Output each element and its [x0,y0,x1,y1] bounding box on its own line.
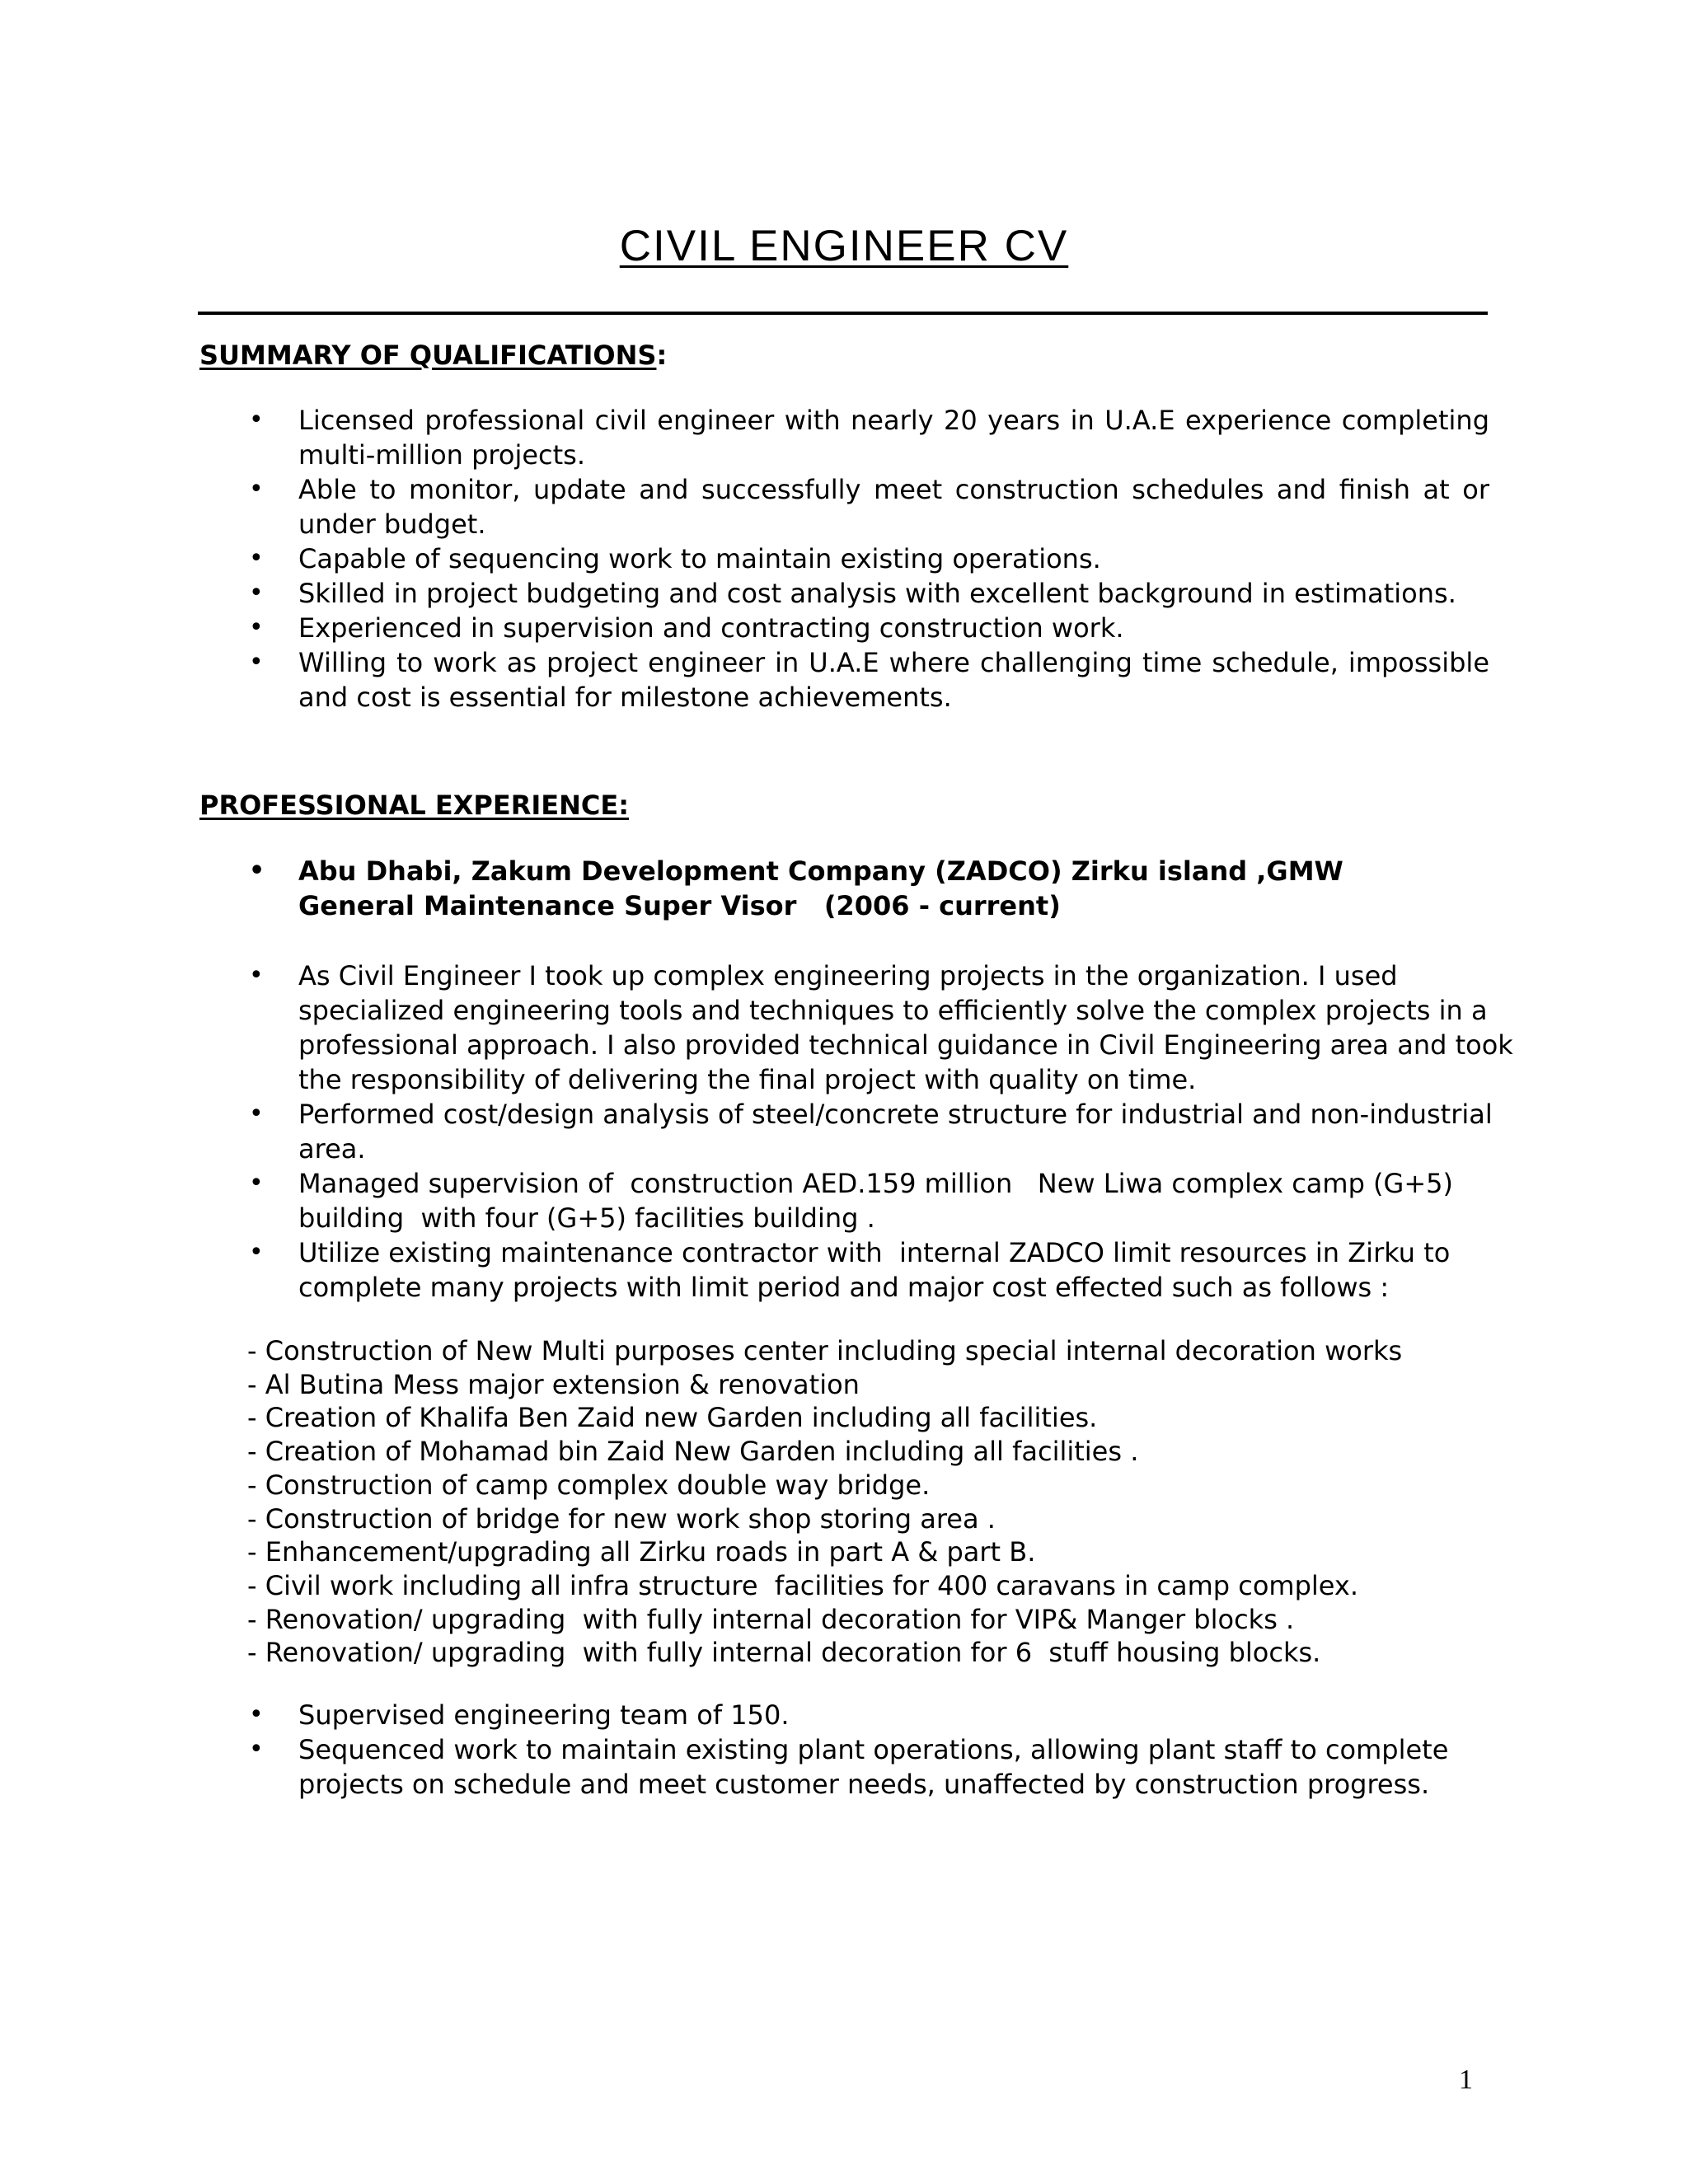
project-item: - Construction of New Multi purposes center including special internal decoration works [247,1335,1403,1366]
project-list [247,1334,1500,1670]
experience-item: • Sequenced work to maintain existing plant operations, allowing plant staff to complete projects on schedule and meet customer needs, unaffected by construction progress. [199,1732,1518,1802]
summary-item: • Skilled in project budgeting and cost analysis with excellent background in estimations. [199,576,1489,611]
summary-item: • Licensed professional civil engineer with nearly 20 years in U.A.E experience completing multi-million projects. [199,403,1489,472]
project-item: - Enhancement/upgrading all Zirku roads in part A & part B. [247,1536,1036,1568]
project-item: - Construction of bridge for new work shop storing area . [247,1502,996,1535]
experience-item: • Managed supervision of construction AED.159 million New Liwa complex camp (G+5) building with four (G+5) facilities building . [199,1166,1518,1235]
summary-heading-text: SUMMARY OF QUALIFICATIONS [199,340,657,371]
experience-item: • Supervised engineering team of 150. [199,1698,1518,1732]
project-item: - Renovation/ upgrading with fully internal decoration for 6 stuff housing blocks. [247,1637,1321,1669]
project-item: - Renovation/ upgrading with fully internal decoration for VIP& Manger blocks . [247,1603,1295,1635]
project-item: - Creation of Mohamad bin Zaid New Garden including all facilities . [247,1436,1139,1468]
employer-block [199,854,1489,923]
summary-item: • Able to monitor, update and successfully meet construction schedules and finish at or under budget. [199,472,1489,541]
summary-list [199,403,1489,715]
experience-list-2 [199,1698,1518,1802]
experience-heading-text: PROFESSIONAL EXPERIENCE: [199,790,630,821]
summary-heading [199,340,667,371]
title-divider [198,312,1488,315]
employer-line: Abu Dhabi, Zakum Development Company (ZADCO) Zirku island ,GMW [298,855,1343,887]
document-title: CIVIL ENGINEER CV [619,222,1069,270]
project-item: - Construction of camp complex double way bridge. [247,1469,931,1501]
experience-item: • Utilize existing maintenance contractor with internal ZADCO limit resources in Zirku to complete many projects with limit period and major cost effected such as follows : [199,1235,1518,1305]
summary-heading-colon: : [656,340,668,371]
position-line: General Maintenance Super Visor (2006 - current) [298,890,1061,921]
summary-item: • Capable of sequencing work to maintain existing operations. [199,541,1489,576]
experience-item: • As Civil Engineer I took up complex engineering projects in the organization. I used specialized engineering tools and techniques to efficiently solve the complex projects in a professional approach. I also provided technical guidance in Civil Engineering area and took the responsibility of delivering the final project with quality on time. [199,958,1518,1097]
summary-item: • Experienced in supervision and contracting construction work. [199,611,1489,645]
summary-item: • Willing to work as project engineer in U.A.E where challenging time schedule, impossible and cost is essential for milestone achievements. [199,645,1489,715]
project-item: - Al Butina Mess major extension & renovation [247,1368,860,1400]
experience-list [199,958,1518,1305]
page-number: 1 [1459,2064,1473,2095]
project-item: - Creation of Khalifa Ben Zaid new Garden including all facilities. [247,1402,1098,1434]
project-item: - Civil work including all infra structure facilities for 400 caravans in camp complex. [247,1569,1359,1601]
experience-heading [199,790,629,821]
employer-entry [199,854,1489,923]
experience-item: • Performed cost/design analysis of steel/concrete structure for industrial and non-industrial area. [199,1097,1518,1166]
